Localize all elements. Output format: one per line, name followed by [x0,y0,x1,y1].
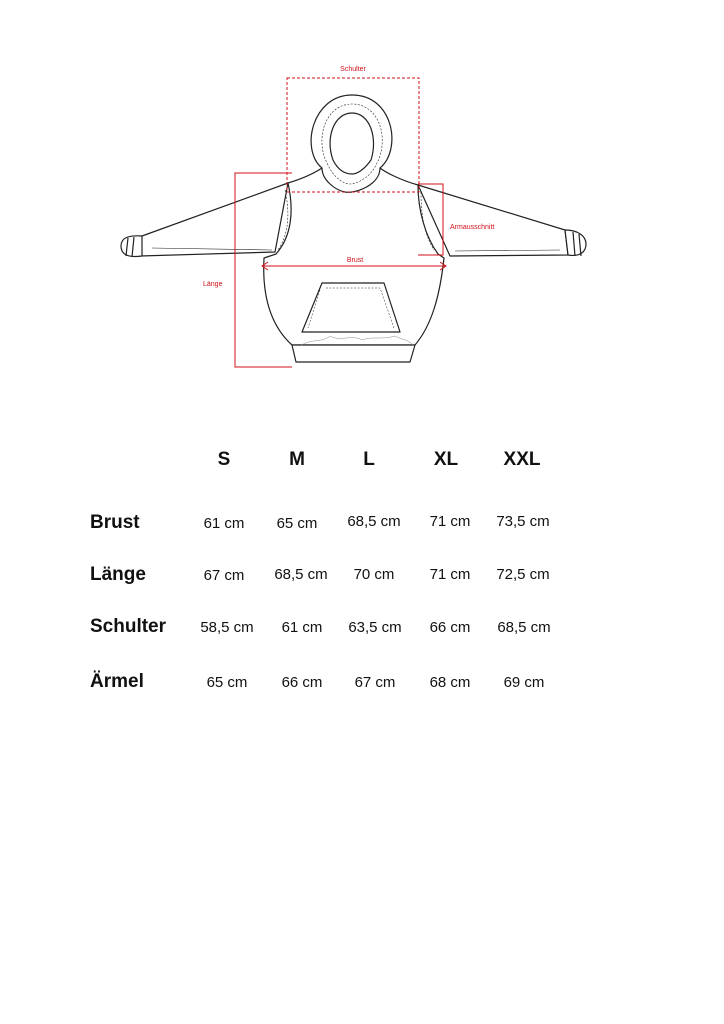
table-cell: 68,5 cm [497,619,551,636]
row-label-schulter: Schulter [90,616,167,637]
table-cell: 63,5 cm [348,619,402,636]
table-cell: 68,5 cm [274,566,328,583]
size-header-xl: XL [433,449,459,470]
table-cell: 66 cm [281,674,323,691]
row-label-laenge: Länge [90,564,146,585]
table-cell: 73,5 cm [496,513,550,530]
table-cell: 65 cm [206,674,248,691]
shoulder-label: Schulter [340,66,366,73]
size-header-xxl: XXL [503,449,541,470]
table-cell: 67 cm [203,567,245,584]
table-cell: 68 cm [429,674,471,691]
table-cell: 68,5 cm [347,513,401,530]
table-cell: 71 cm [429,566,471,583]
size-header-s: S [217,449,231,470]
armhole-label: Armausschnitt [450,224,495,231]
size-header-l: L [363,449,375,470]
size-header-m: M [289,449,305,470]
table-cell: 70 cm [353,566,395,583]
row-label-brust: Brust [90,512,140,533]
hoodie-measurement-diagram [0,0,724,400]
table-cell: 61 cm [203,515,245,532]
table-cell: 71 cm [429,513,471,530]
table-cell: 69 cm [503,674,545,691]
chest-label: Brust [346,257,364,264]
table-cell: 66 cm [429,619,471,636]
length-label: Länge [203,281,223,288]
table-cell: 67 cm [354,674,396,691]
table-cell: 65 cm [276,515,318,532]
table-cell: 72,5 cm [496,566,550,583]
row-label-aermel: Ärmel [90,671,144,692]
hoodie-outline [121,95,586,362]
table-cell: 58,5 cm [200,619,254,636]
table-cell: 61 cm [281,619,323,636]
